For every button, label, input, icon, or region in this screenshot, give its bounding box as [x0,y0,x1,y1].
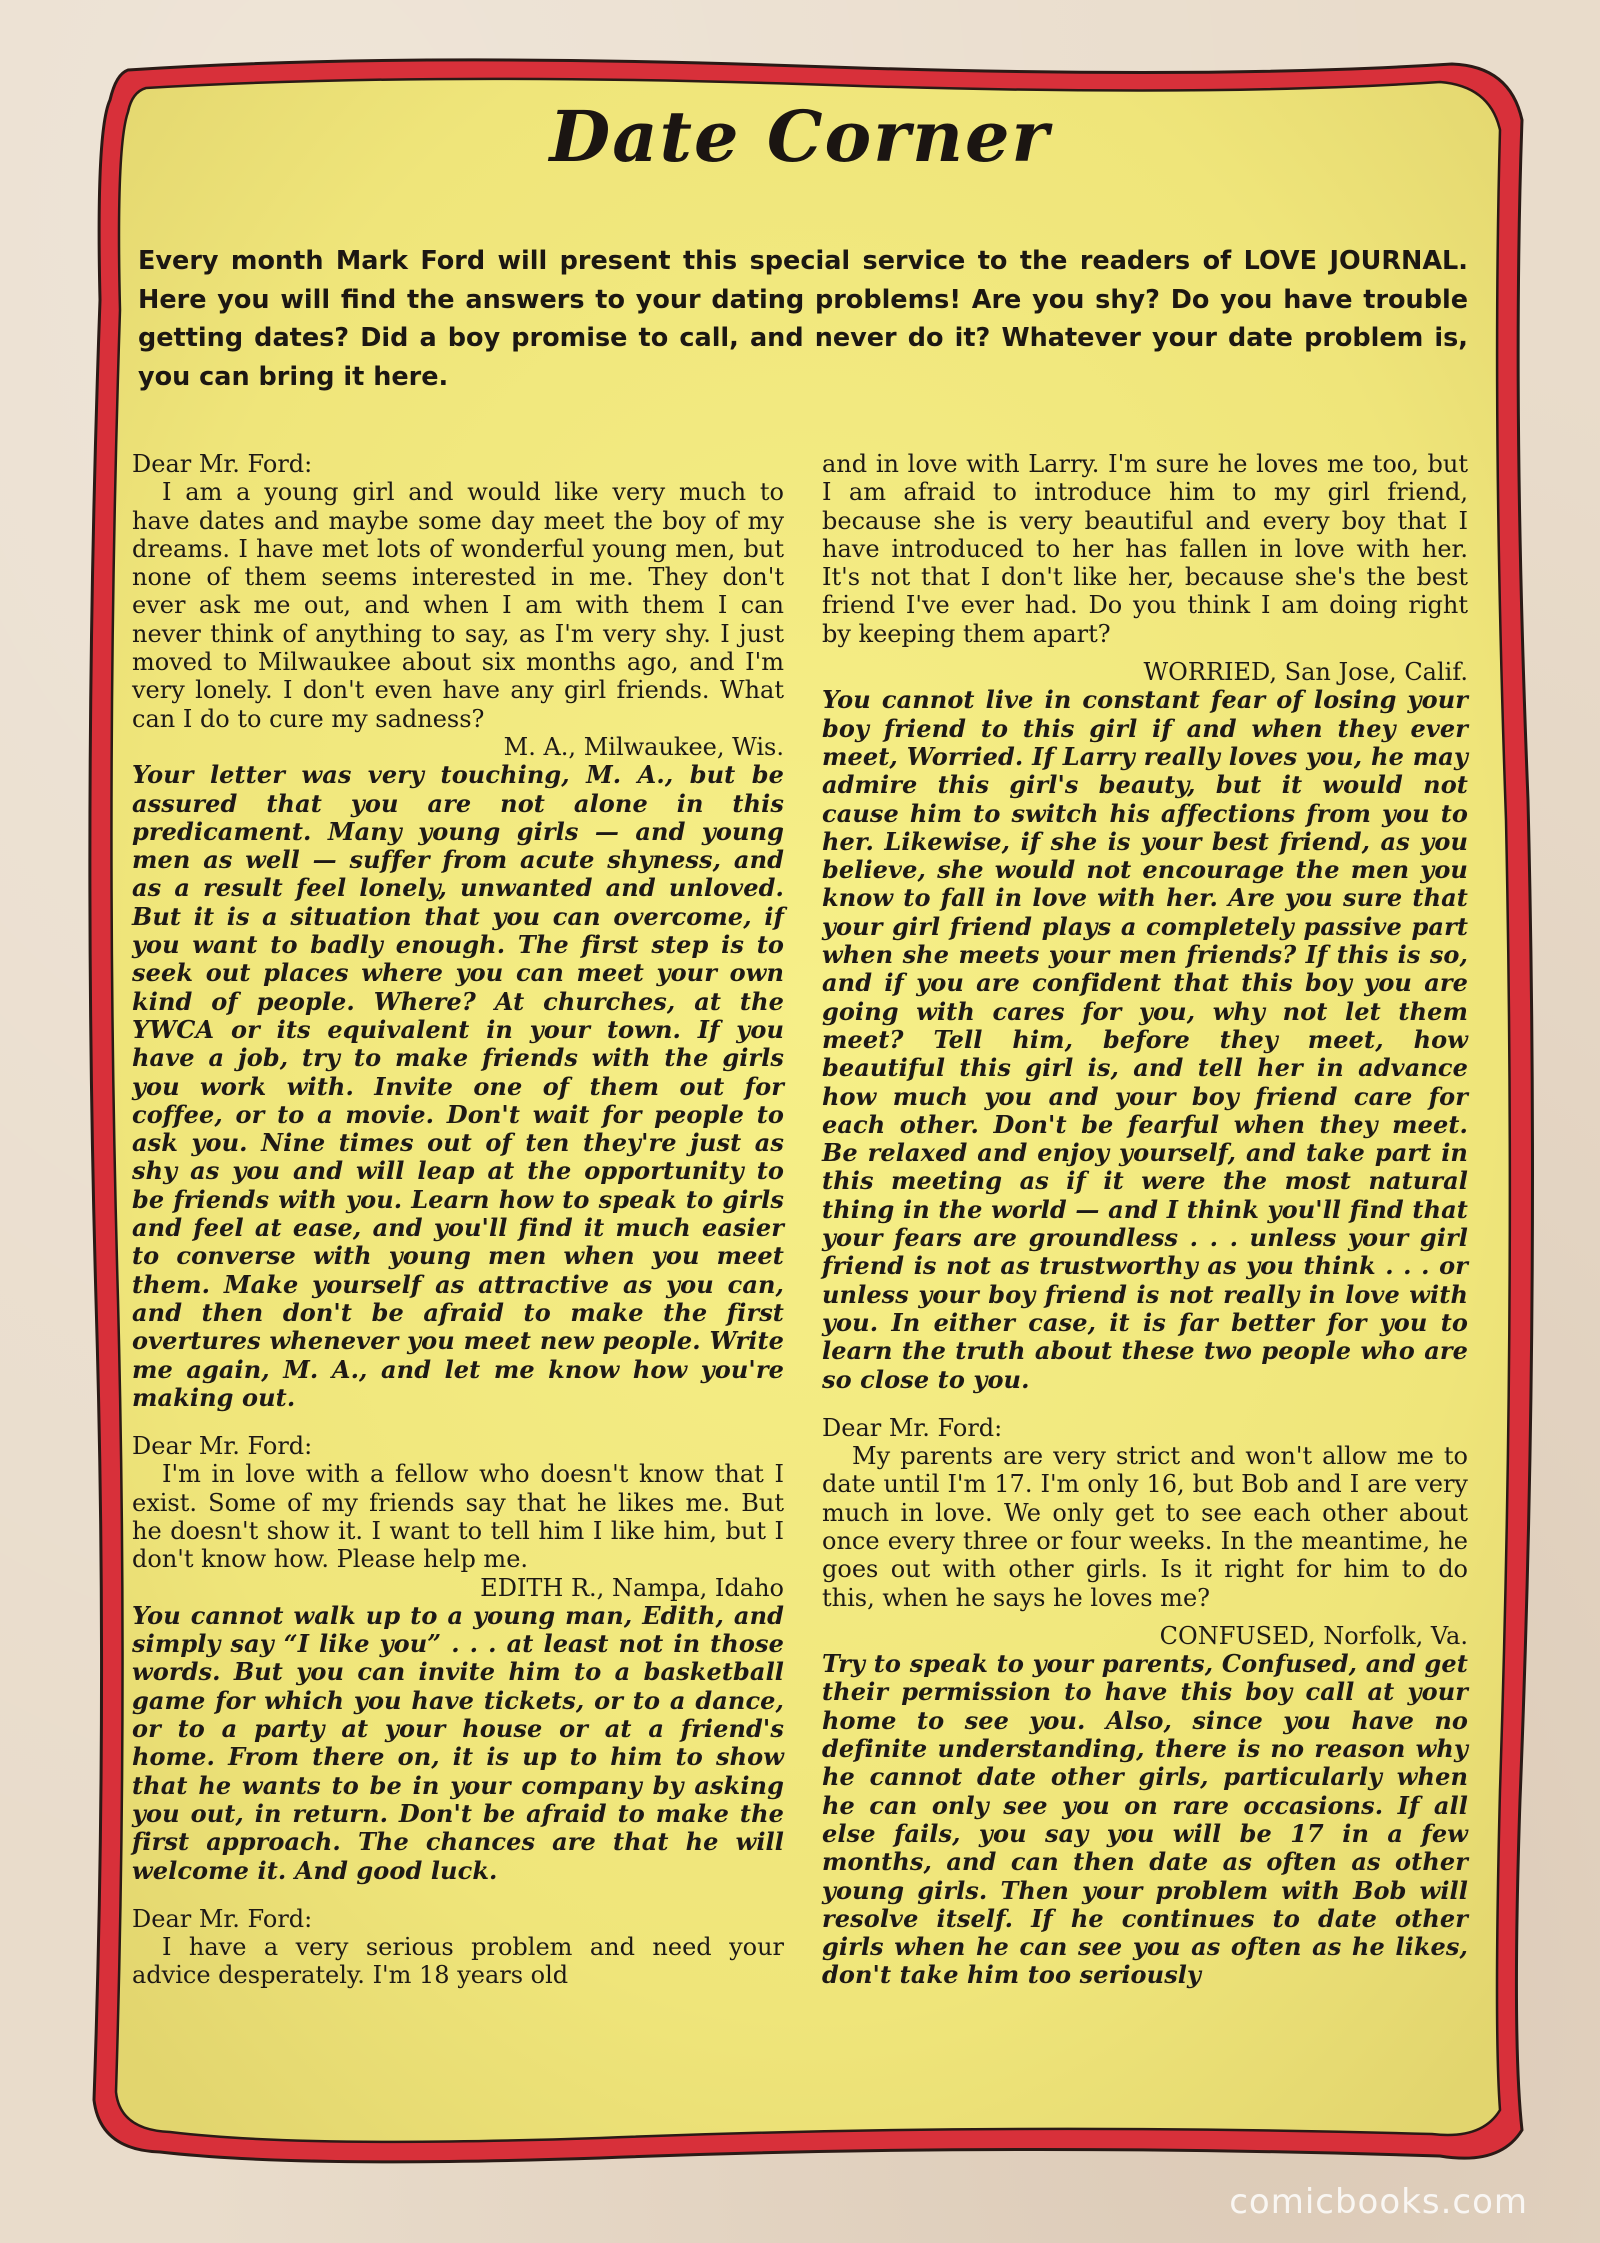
letter-signature: M. A., Milwaukee, Wis. [503,732,784,761]
intro-paragraph: Every month Mark Ford will present this special service to the readers of LOVE JOURNAL. Here you will find the answers to your dating problems! Are you shy? Do you have trouble getting dates? Did a boy promise to call, and never do it? Whatever your date problem is, you can bring it here. [138,246,1468,392]
letter-salutation: Dear Mr. Ford: [132,1432,313,1461]
advice-reply: Try to speak to your parents, Confused, and get their permission to have this boy call at your home to see you. Also, since you have no definite understanding, there is no reason why he cannot date other girls, particularly when he can only see you on rare occasions. If all else fails, you say you will be 17 in a few months, and can then date as often as other young girls. Then your problem with Bob will resolve itself. If he continues to date other girls when he can see you as often as he likes, don't take him too seriously [822,1649,1468,1990]
letter-signature: CONFUSED, Norfolk, Va. [1159,1621,1468,1650]
letter-salutation: Dear Mr. Ford: [132,1904,313,1933]
letter-signature: EDITH R., Nampa, Idaho [480,1573,784,1602]
letter-body-continued: and in love with Larry. I'm sure he loves me too, but I am afraid to introduce him to my girl friend, because she is very beautiful and every boy that I have introduced to her has fallen in love with her. It's not that I don't like her, because she's the best friend I've ever had. Do you think I am doing right by keeping them apart? [822,450,1468,648]
letter-body: I am a young girl and would like very much to have dates and maybe some day meet the boy of my dreams. I have met lots of wonderful young men, but none of them seems interested in me. They don't ever ask me out, and when I am with them I can never think of anything to say, as I'm very shy. I just moved to Milwaukee about six months ago, and I'm very lonely. I don't even have any girl friends. What can I do to cure my sadness? [132,478,784,733]
advice-reply: Your letter was very touching, M. A., but be assured that you are not alone in this predicament. Many young girls — and young men as well — suffer from acute shyness, and as a result feel lonely, unwanted and unloved. But it is a situation that you can overcome, if you want to badly enough. The first step is to seek out places where you can meet your own kind of people. Where? At churches, at the YWCA or its equivalent in your town. If you have a job, try to make friends with the girls you work with. Invite one of them out for coffee, or to a movie. Don't wait for people to ask you. Nine times out of ten they're just as shy as you and will leap at the opportunity to be friends with you. Learn how to speak to girls and feel at ease, and you'll find it much easier to converse with young men when you meet them. Make yourself as attractive as you can, and then don't be afraid to make the first overtures whenever you meet new people. Write me again, M. A., and let me know how you're making out. [132,760,784,1412]
letter-body: I have a very serious problem and need your advice desperately. I'm 18 years old [132,1933,784,1990]
watermark-text: comicbooks.com [1229,2182,1528,2222]
letter-salutation: Dear Mr. Ford: [132,450,313,478]
advice-reply: You cannot live in constant fear of losing your boy friend to this girl if and when they ever meet, Worried. If Larry really loves you, he may admire this girl's beauty, but it would not cause him to switch his affections from you to her. Likewise, if she is your best friend, as you believe, she would not encourage the men you know to fall in love with her. Are you sure that your girl friend plays a completely passive part when she meets your men friends? If this is so, and if you are confident that this boy you are going with cares for you, why not let them meet? Tell him, before they meet, how beautiful this girl is, and tell her in advance how much you and your boy friend care for each other. Don't be fearful when they meet. Be relaxed and enjoy yourself, and take part in this meeting as if it were the most natural thing in the world — and I think you'll find that your fears are groundless . . . unless your girl friend is not as trustworthy as you think . . . or unless your boy friend is not really in love with you. In either case, it is far better for you to learn the truth about these two people who are so close to you. [822,685,1468,1394]
left-column [132,450,784,1990]
letter-signature: WORRIED, San Jose, Calif. [1143,658,1468,687]
letter-body: I'm in love with a fellow who doesn't know that I exist. Some of my friends say that he likes me. But he doesn't show it. I want to tell him I like him, but I don't know how. Please help me. [132,1460,784,1574]
right-column [822,450,1468,1990]
letter-body: My parents are very strict and won't allow me to date until I'm 17. I'm only 16, but Bob and I are very much in love. We only get to see each other about once every three or four weeks. In the meantime, he goes out with other girls. Is it right for him to do this, when he says he loves me? [822,1442,1468,1612]
letter-salutation: Dear Mr. Ford: [822,1413,1003,1442]
page-title: Date Corner [549,95,1051,178]
advice-reply: You cannot walk up to a young man, Edith, and simply say “I like you” . . . at least not in those words. But you can invite him to a basketball game for which you have tickets, or to a dance, or to a party at your house or at a friend's home. From there on, it is up to him to show that he wants to be in your company by asking you out, in return. Don't be afraid to make the first approach. The chances are that he will welcome it. And good luck. [132,1600,784,1885]
